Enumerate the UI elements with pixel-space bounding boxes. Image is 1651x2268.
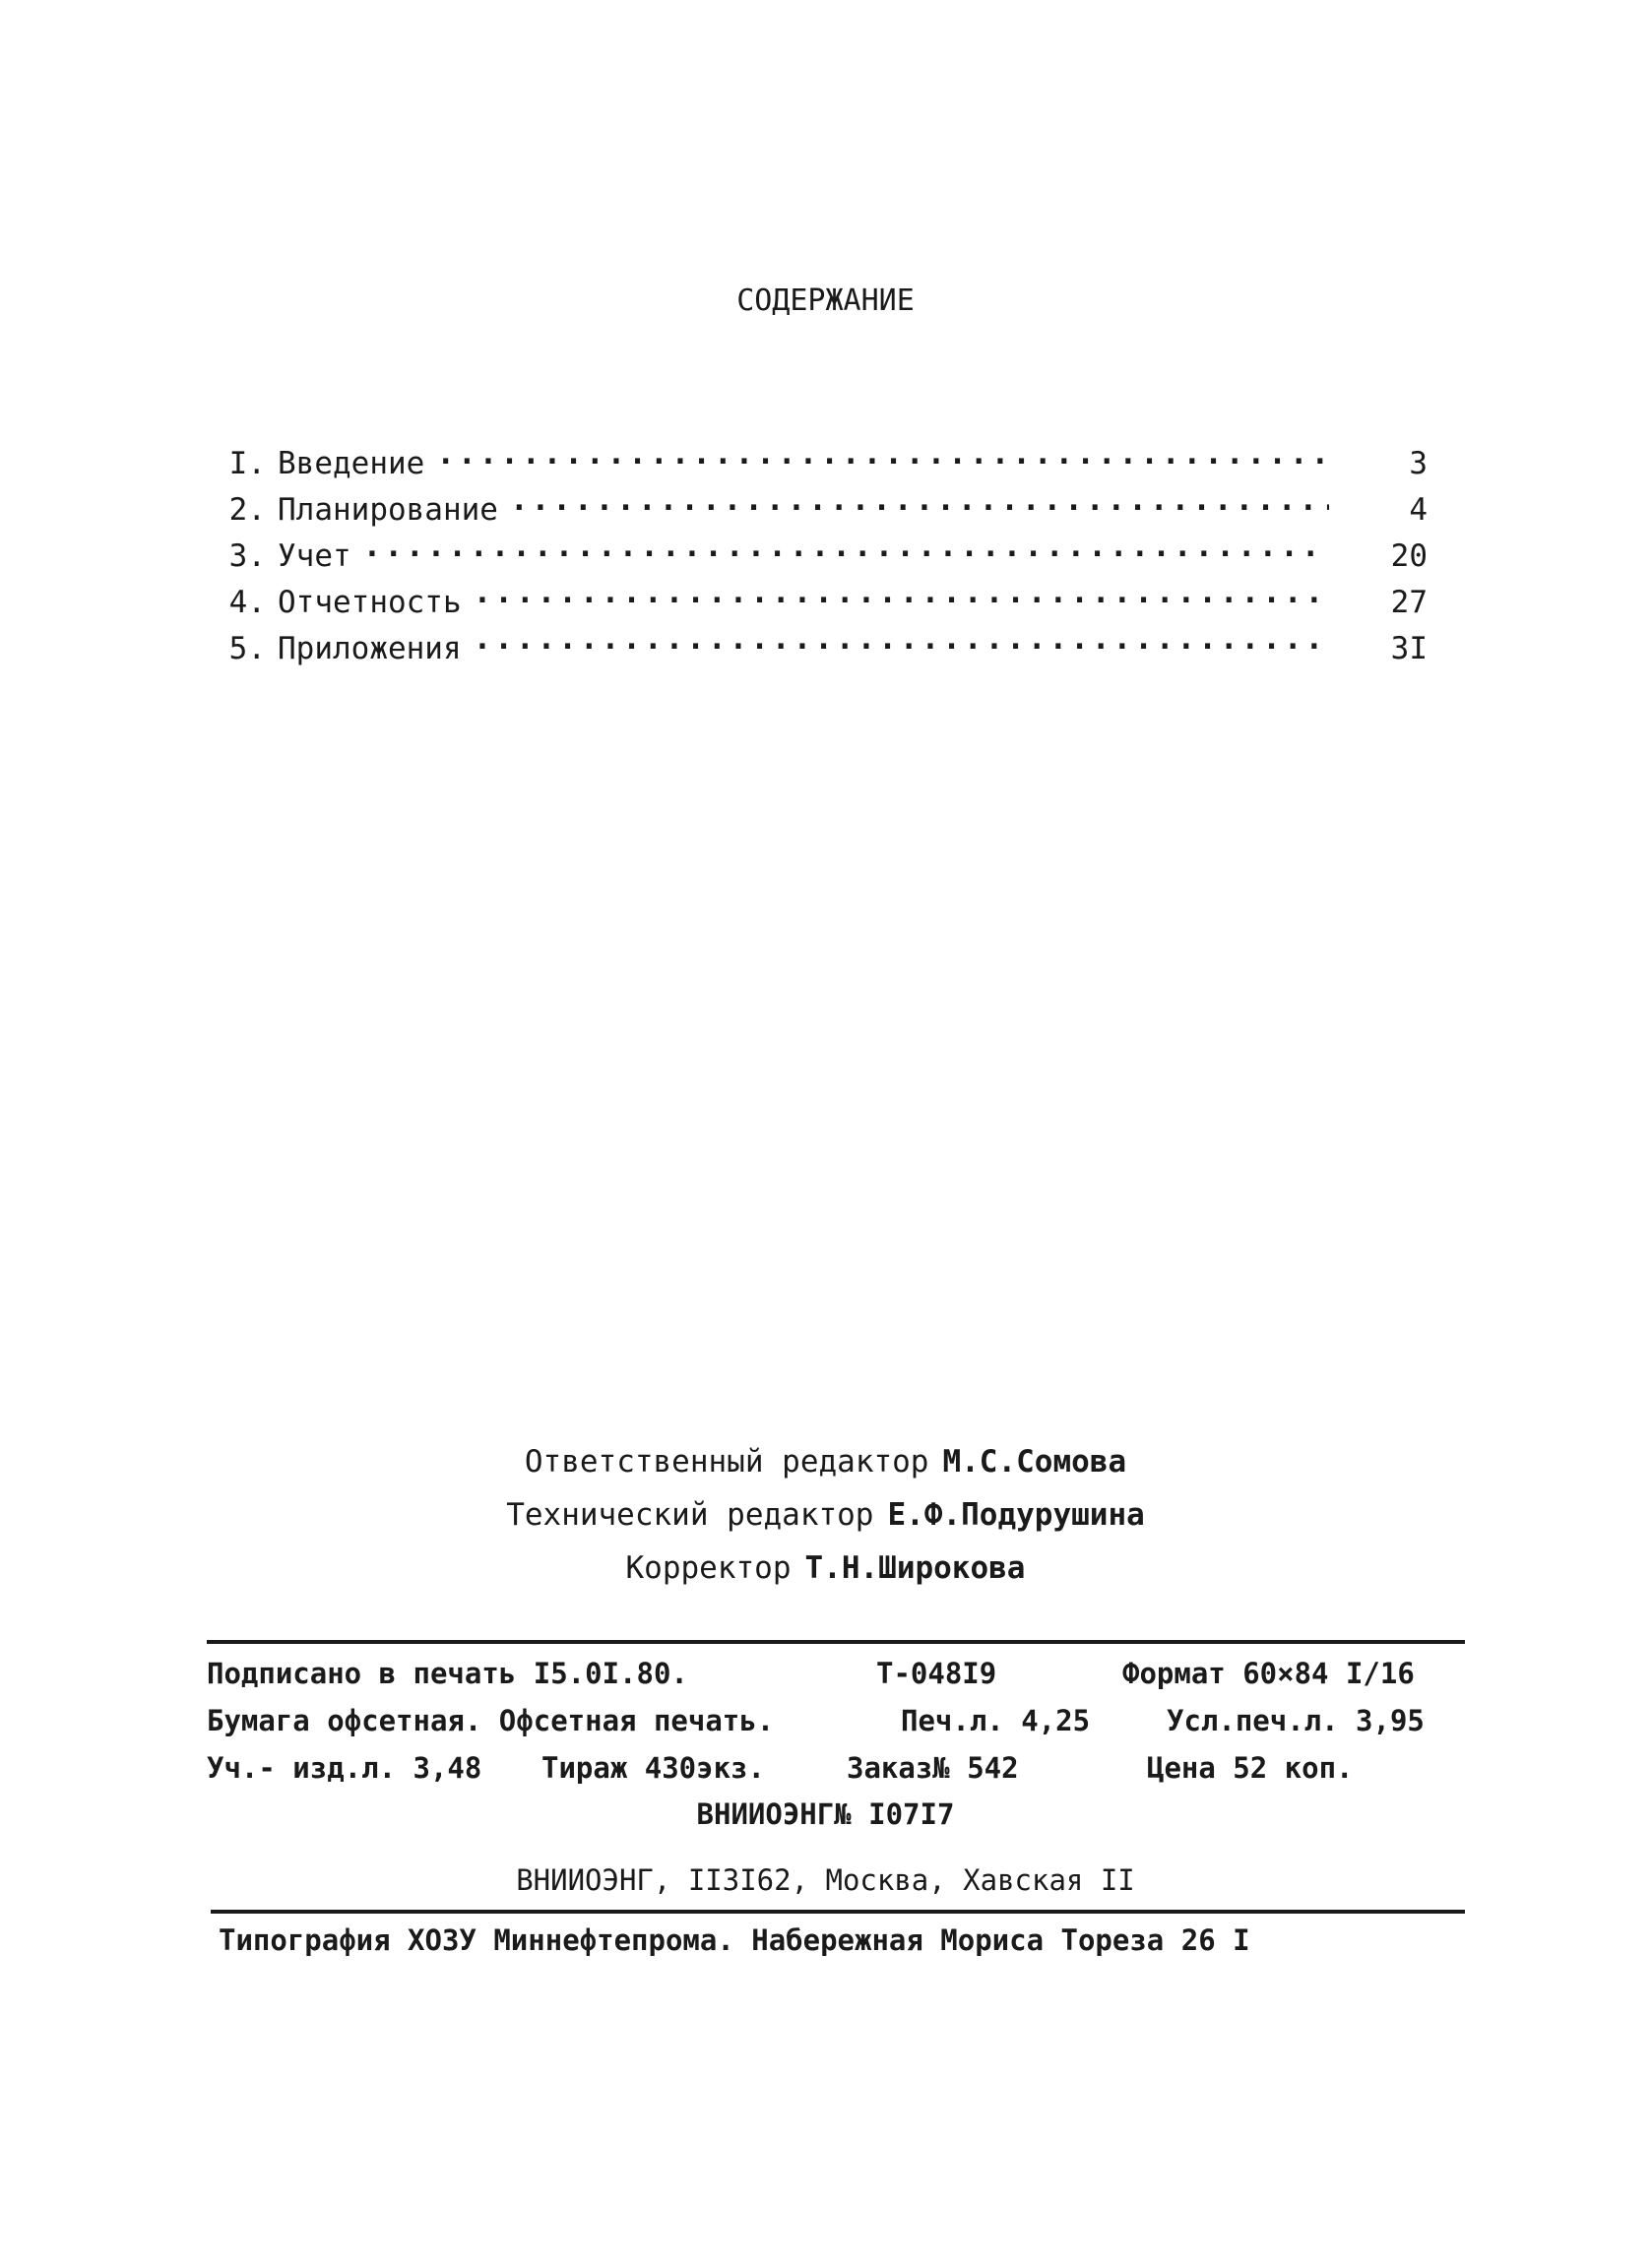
toc-entry-number: 3. [228, 538, 266, 574]
toc-entry [207, 531, 1428, 577]
print-run: Тираж 430экз. [541, 1751, 765, 1785]
conditional-sheets: Усл.печ.л. 3,95 [1167, 1704, 1425, 1737]
toc-entry-title: Планирование [278, 492, 498, 528]
page-title: СОДЕРЖАНИЕ [736, 284, 915, 318]
toc-entry-page: 3I [1390, 631, 1428, 666]
toc-entry-number: I. [228, 446, 266, 481]
technical-editor-name: Е.Ф.Подурушина [887, 1497, 1145, 1533]
printed-sheets: Печ.л. 4,25 [901, 1704, 1091, 1737]
imprint-row [207, 1744, 1477, 1792]
dot-leader [474, 623, 1329, 659]
toc-entry-title: Учет [278, 538, 351, 574]
order-number: Заказ№ 542 [847, 1751, 1019, 1785]
toc-entry-number: 5. [228, 631, 266, 666]
toc-entry-page: 4 [1409, 492, 1428, 528]
toc-entry-number: 2. [228, 492, 266, 528]
dot-leader [474, 577, 1329, 612]
corrector-label: Корректор [625, 1550, 792, 1586]
toc-entry-page: 27 [1390, 585, 1428, 620]
imprint-block [207, 1650, 1477, 1792]
toc-entry-page: 20 [1390, 538, 1428, 574]
dot-leader [363, 531, 1329, 566]
divider-top [207, 1640, 1465, 1644]
publication-sheets: Уч.- изд.л. 3,48 [207, 1751, 482, 1785]
toc-entry [207, 438, 1428, 484]
responsible-editor-name: М.С.Сомова [942, 1444, 1127, 1480]
toc-entry [207, 623, 1428, 669]
imprint-row [207, 1697, 1477, 1744]
signed-date: Подписано в печать I5.0I.80. [207, 1657, 688, 1690]
imprint-row [207, 1650, 1477, 1697]
publisher-address: ВНИИОЭНГ, II3I62, Москва, Хавская II [516, 1863, 1135, 1897]
corrector-name: Т.Н.Широкова [804, 1550, 1026, 1586]
dot-leader [510, 484, 1329, 520]
toc-entry-number: 4. [228, 585, 266, 620]
paper-type: Бумага офсетная. Офсетная печать. [207, 1704, 775, 1737]
publication-code: Т-048I9 [876, 1657, 997, 1690]
printer-line: Типография ХОЗУ Миннефтепрома. Набережная Мориса Тореза 26 I [219, 1923, 1250, 1957]
dot-leader [436, 438, 1329, 473]
responsible-editor-label: Ответственный редактор [524, 1444, 929, 1480]
divider-bottom [211, 1910, 1465, 1914]
responsible-editor-line [0, 1435, 1651, 1488]
editorial-credits [0, 1435, 1651, 1595]
toc-entry-title: Приложения [278, 631, 462, 666]
publisher-number: ВНИИОЭНГ№ I07I7 [696, 1797, 955, 1831]
toc-entry [207, 484, 1428, 531]
paper-format: Формат 60×84 I/16 [1122, 1657, 1415, 1690]
technical-editor-label: Технический редактор [506, 1497, 874, 1533]
price: Цена 52 коп. [1147, 1751, 1354, 1785]
toc-entry-page: 3 [1409, 446, 1428, 481]
table-of-contents [207, 438, 1428, 669]
technical-editor-line [0, 1488, 1651, 1542]
corrector-line [0, 1542, 1651, 1595]
toc-entry-title: Введение [278, 446, 425, 481]
toc-entry [207, 577, 1428, 623]
toc-entry-title: Отчетность [278, 585, 462, 620]
